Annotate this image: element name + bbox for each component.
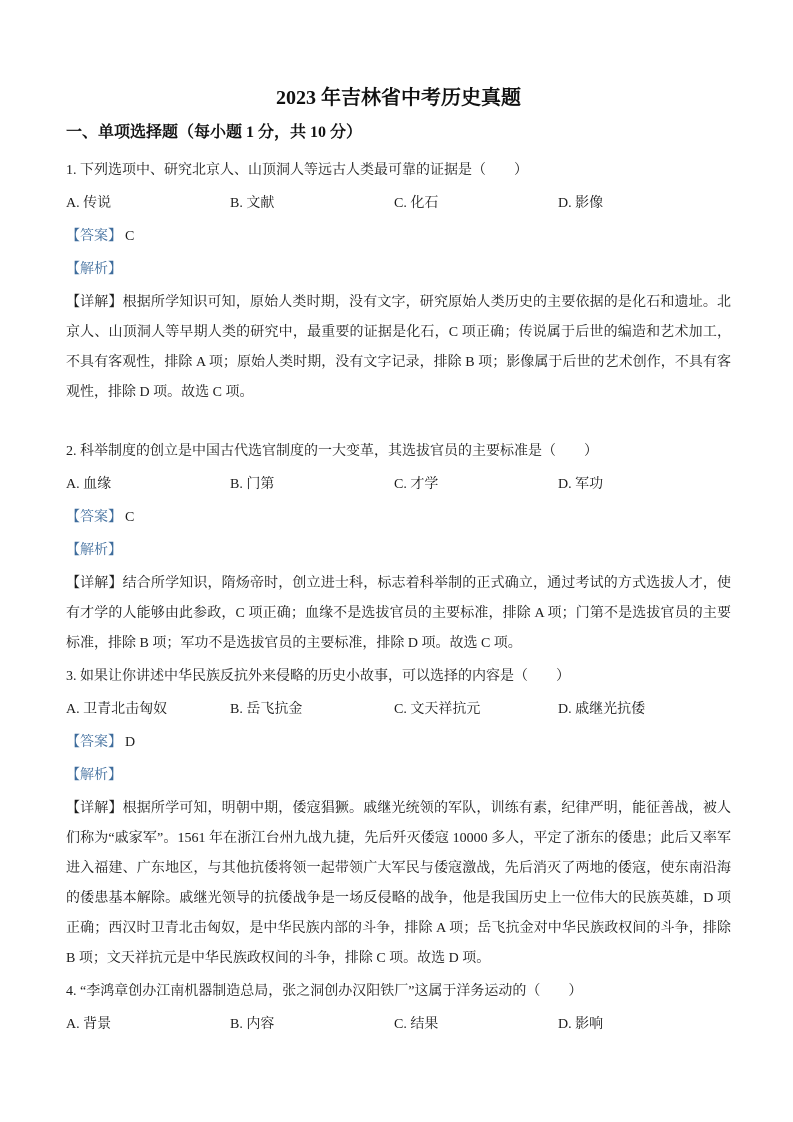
option-d: D. 军功 <box>558 477 604 492</box>
answer-line <box>66 222 731 252</box>
answer-marker: 【答案】 <box>66 510 122 525</box>
answer-marker: 【答案】 <box>66 735 122 750</box>
options-row <box>66 1010 731 1040</box>
option-d: D. 影像 <box>558 196 604 211</box>
answer-value: C <box>125 510 135 525</box>
analysis-line <box>66 255 731 285</box>
option-d: D. 影响 <box>558 1017 604 1032</box>
answer-line <box>66 728 731 758</box>
option-b: B. 门第 <box>230 477 275 492</box>
option-c: C. 文天祥抗元 <box>394 702 481 717</box>
option-c: C. 才学 <box>394 477 439 492</box>
option-a: A. 血缘 <box>66 477 112 492</box>
options-row <box>66 695 731 725</box>
questions-container <box>66 156 731 1040</box>
question-block <box>66 437 731 659</box>
question-stem: 3. 如果让你讲述中华民族反抗外来侵略的历史小故事，可以选择的内容是（ ） <box>66 669 570 684</box>
section-header: 一、单项选择题（每小题 1 分，共 10 分） <box>66 124 363 141</box>
question-stem: 1. 下列选项中、研究北京人、山顶洞人等远古人类最可靠的证据是（ ） <box>66 163 528 178</box>
option-a: A. 背景 <box>66 1017 112 1032</box>
analysis-marker: 【解析】 <box>66 543 122 558</box>
answer-value: D <box>125 735 136 750</box>
option-a: A. 卫青北击匈奴 <box>66 702 168 717</box>
detail-text: 结合所学知识，隋炀帝时，创立进士科，标志着科举制的正式确立，通过考试的方式选拔人才，使有才学的人能够由此参政，C 项正确；血缘不是选拔官员的主要标准，排除 A 项；门第不是选拔官员的主要标准，排除 B 项；军功不是选拔官员的主要标准，排除 D 项。故选 C 项。 <box>66 576 731 651</box>
detail-paragraph <box>66 569 731 659</box>
options-row <box>66 189 731 219</box>
option-b: B. 岳飞抗金 <box>230 702 303 717</box>
option-b: B. 文献 <box>230 196 275 211</box>
answer-line <box>66 503 731 533</box>
page-title: 2023 年吉林省中考历史真题 <box>276 87 521 109</box>
option-d: D. 戚继光抗倭 <box>558 702 646 717</box>
detail-paragraph <box>66 288 731 408</box>
option-c: C. 化石 <box>394 196 439 211</box>
detail-text: 根据所学知识可知，原始人类时期，没有文字，研究原始人类历史的主要依据的是化石和遗址。北京人、山顶洞人等早期人类的研究中，最重要的证据是化石，C 项正确；传说属于后世的编造和艺术加工，不具有客观性，排除 A 项；原始人类时期，没有文字记录，排除 B 项；影像属于后世的艺术创作，不具有客观性，排除 D 项。故选 C 项。 <box>66 295 731 400</box>
detail-marker: 【详解】 <box>66 295 123 310</box>
analysis-marker: 【解析】 <box>66 768 122 783</box>
option-a: A. 传说 <box>66 196 112 211</box>
option-b: B. 内容 <box>230 1017 275 1032</box>
answer-marker: 【答案】 <box>66 229 122 244</box>
analysis-marker: 【解析】 <box>66 262 122 277</box>
answer-value: C <box>125 229 135 244</box>
detail-marker: 【详解】 <box>66 576 123 591</box>
option-c: C. 结果 <box>394 1017 439 1032</box>
question-block <box>66 977 731 1040</box>
analysis-line <box>66 536 731 566</box>
question-block <box>66 156 731 408</box>
detail-paragraph <box>66 794 731 974</box>
detail-marker: 【详解】 <box>66 801 123 816</box>
question-stem: 2. 科举制度的创立是中国古代选官制度的一大变革，其选拔官员的主要标准是（ ） <box>66 444 598 459</box>
question-stem: 4. “李鸿章创办江南机器制造总局，张之洞创办汉阳铁厂”这属于洋务运动的（ ） <box>66 984 583 999</box>
analysis-line <box>66 761 731 791</box>
question-block <box>66 662 731 974</box>
options-row <box>66 470 731 500</box>
detail-text: 根据所学可知，明朝中期，倭寇猖獗。戚继光统领的军队，训练有素，纪律严明，能征善战，被人们称为“戚家军”。1561 年在浙江台州九战九捷，先后歼灭倭寇 10000 多人，平定了浙东的倭患；此后又率军进入福建、广东地区，与其他抗倭将领一起带领广大军民与倭寇激战，先后消灭了两地的倭寇，使东南沿海的倭患基本解除。戚继光领导的抗倭战争是一场反侵略的战争，他是我国历史上一位伟大的民族英雄，D 项正确；西汉时卫青北击匈奴，是中华民族内部的斗争，排除 A 项；岳飞抗金对中华民族政权间的斗争，排除 B 项；文天祥抗元是中华民族政权间的斗争，排除 C 项。故选 D 项。 <box>66 801 731 966</box>
blank-line-spacer <box>66 411 731 437</box>
